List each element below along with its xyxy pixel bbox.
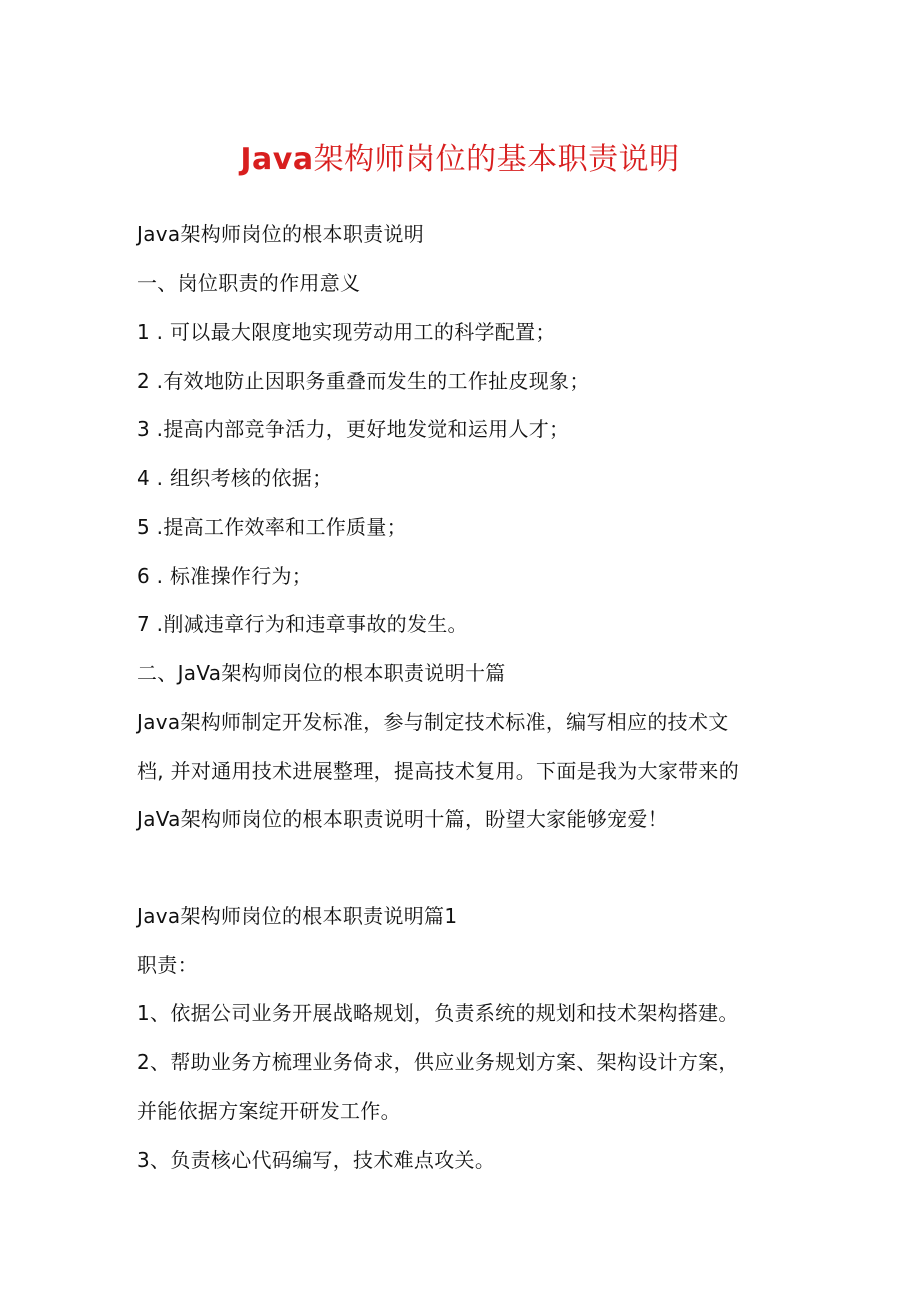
list-item: 1 . 可以最大限度地实现劳动用工的科学配置； bbox=[137, 320, 556, 344]
paragraph-line: JaVa架构师岗位的根本职责说明十篇，盼望大家能够宠爱！ bbox=[137, 807, 668, 831]
list-item: 1、依据公司业务开展战略规划，负责系统的规划和技术架构搭建。 bbox=[137, 1001, 739, 1025]
list-item: 2、帮助业务方梳理业务倚求，供应业务规划方案、架构设计方案， bbox=[137, 1050, 739, 1074]
subsection-heading: Java架构师岗位的根本职责说明篇1 bbox=[137, 904, 458, 928]
document-title-latin: Java bbox=[240, 142, 314, 177]
document-title-text: 架构师岗位的基本职责说明 bbox=[313, 142, 680, 177]
section-heading: 二、JaVa架构师岗位的根本职责说明十篇 bbox=[137, 661, 506, 685]
list-item: 2 .有效地防止因职务重叠而发生的工作扯皮现象； bbox=[137, 369, 590, 393]
list-item: 5 .提高工作效率和工作质量； bbox=[137, 515, 407, 539]
list-item: 3、负责核心代码编写，技术难点攻关。 bbox=[137, 1148, 496, 1172]
document-title bbox=[0, 138, 920, 182]
list-item: 6 . 标准操作行为； bbox=[137, 564, 313, 588]
paragraph-line: 档, 并对通用技术进展整理，提高技术复用。下面是我为大家带来的 bbox=[137, 759, 740, 783]
list-item: 7 .削减违章行为和违章事故的发生。 bbox=[137, 612, 468, 636]
list-item-continuation: 并能依据方案绽开研发工作。 bbox=[137, 1099, 401, 1123]
paragraph-line: Java架构师制定开发标准，参与制定技术标准，编写相应的技术文 bbox=[137, 710, 729, 734]
section-heading: 一、岗位职责的作用意义 bbox=[137, 271, 361, 295]
list-item: 3 .提高内部竞争活力，更好地发觉和运用人才； bbox=[137, 417, 570, 441]
section-heading: Java架构师岗位的根本职责说明 bbox=[137, 222, 425, 246]
label-text: 职责： bbox=[137, 953, 198, 977]
list-item: 4 . 组织考核的依据； bbox=[137, 466, 333, 490]
